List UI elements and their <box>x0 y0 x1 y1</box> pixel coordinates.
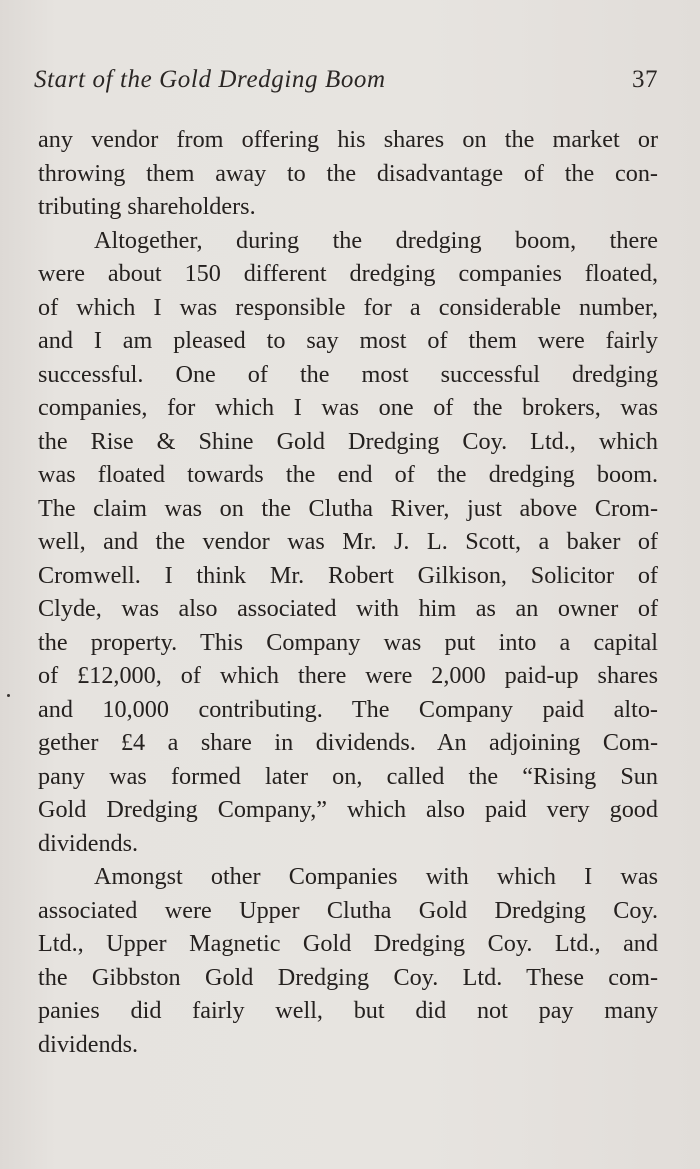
text-line: any vendor from offering his shares on the market or <box>38 126 658 153</box>
text-line: and I am pleased to say most of them were fairly <box>38 327 658 354</box>
text-line: were about 150 different dredging companies floated, <box>38 260 658 287</box>
text-line: throwing them away to the disadvantage of the con- <box>38 159 658 187</box>
text-line: was floated towards the end of the dredging boom. <box>38 461 658 488</box>
text-line: well, and the vendor was Mr. J. L. Scott, a baker of <box>38 528 658 555</box>
text-line: Ltd., Upper Magnetic Gold Dredging Coy. Ltd., and <box>38 930 658 957</box>
text-line: tributing shareholders. <box>38 193 256 220</box>
running-head <box>34 62 658 102</box>
text-line: panies did fairly well, but did not pay many <box>38 997 658 1024</box>
text-line: the property. This Company was put into a capital <box>38 628 658 656</box>
text-line: Cromwell. I think Mr. Robert Gilkison, Solicitor of <box>38 561 658 589</box>
paragraph-3 <box>38 860 658 1061</box>
text-line: gether £4 a share in dividends. An adjoining Com- <box>38 729 658 756</box>
text-line: associated were Upper Clutha Gold Dredging Coy. <box>38 896 658 924</box>
text-line: the Rise & Shine Gold Dredging Coy. Ltd., which <box>38 427 658 455</box>
text-line: The claim was on the Clutha River, just above Crom- <box>38 494 658 522</box>
text-line: Gold Dredging Company,” which also paid very good <box>38 796 658 823</box>
text-line: dividends. <box>38 829 139 857</box>
text-line: Amongst other Companies with which I was <box>94 863 658 890</box>
body-text <box>38 123 658 1061</box>
text-line: the Gibbston Gold Dredging Coy. Ltd. These com- <box>38 963 658 991</box>
text-line: companies, for which I was one of the brokers, was <box>38 394 658 421</box>
text-line: and 10,000 contributing. The Company paid alto- <box>38 695 658 723</box>
text-line: of £12,000, of which there were 2,000 paid-up shares <box>38 662 658 689</box>
text-line: of which I was responsible for a considerable number, <box>38 293 658 321</box>
paragraph-1 <box>38 123 658 224</box>
running-title: Start of the Gold Dredging Boom <box>34 66 386 93</box>
margin-speck <box>7 694 10 697</box>
text-line: Altogether, during the dredging boom, there <box>94 226 658 254</box>
text-line: dividends. <box>38 1030 139 1058</box>
text-line: Clyde, was also associated with him as an owner of <box>38 595 658 622</box>
paragraph-2 <box>38 224 658 861</box>
text-line: successful. One of the most successful dredging <box>38 360 658 388</box>
page-number: 37 <box>632 66 658 93</box>
text-line: pany was formed later on, called the “Rising Sun <box>38 762 658 790</box>
